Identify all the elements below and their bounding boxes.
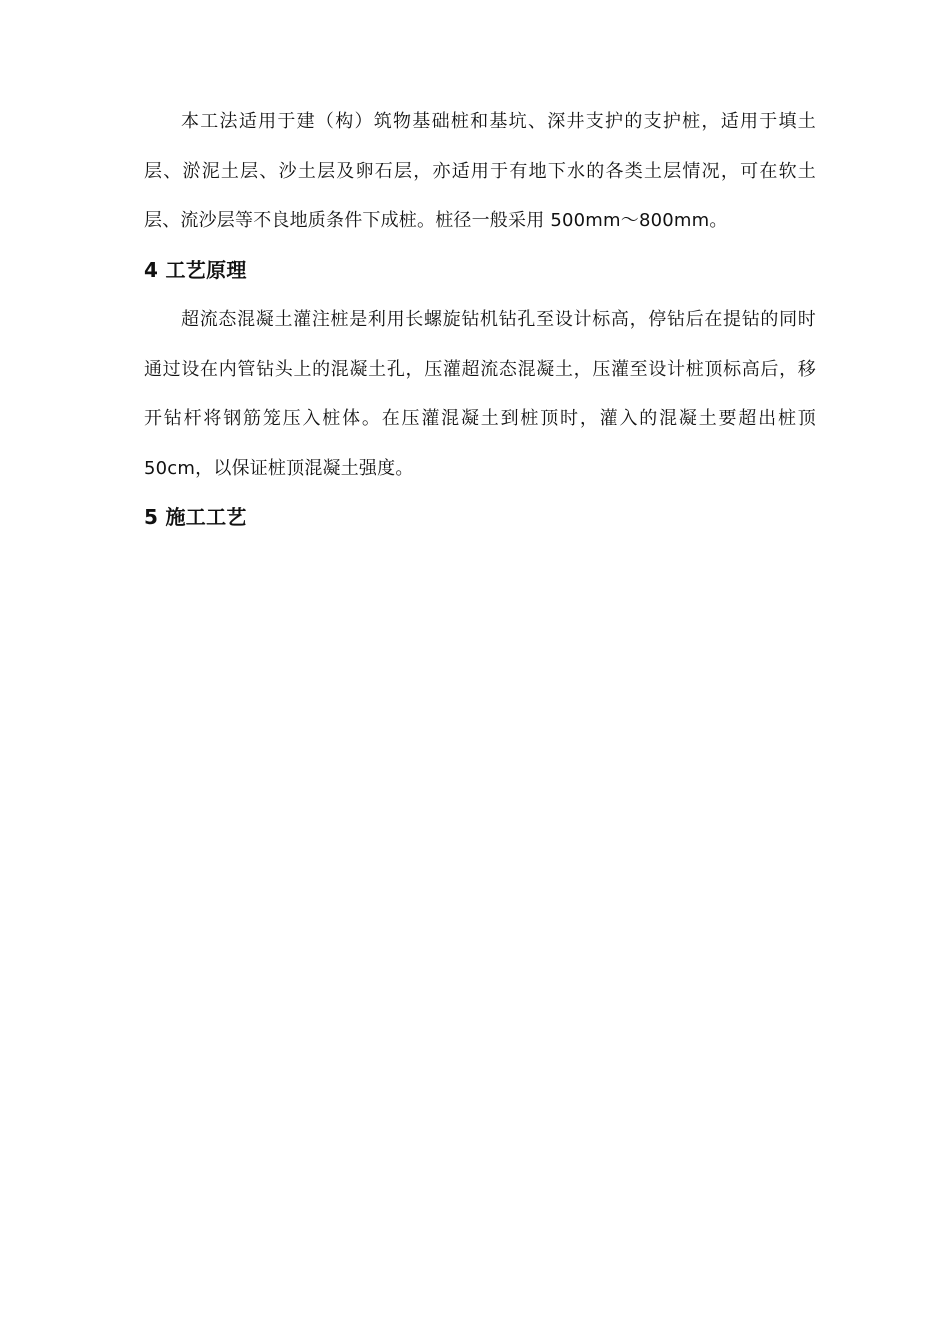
applicability-paragraph: 本工法适用于建（构）筑物基础桩和基坑、深井支护的支护桩，适用于填土层、淤泥土层、沙土层及卵石层，亦适用于有地下水的各类土层情况，可在软土层、流沙层等不良地质条件下成桩。桩径一般采用 500mm～800mm。 — [144, 111, 816, 231]
document-body — [144, 97, 816, 543]
section-heading-construction-process: 5 施工工艺 — [144, 505, 247, 529]
process-principle-paragraph: 超流态混凝土灌注桩是利用长螺旋钻机钻孔至设计标高，停钻后在提钻的同时通过设在内管钻头上的混凝土孔，压灌超流态混凝土，压灌至设计桩顶标高后，移开钻杆将钢筋笼压入桩体。在压灌混凝土到桩顶时，灌入的混凝土要超出桩顶 50cm，以保证桩顶混凝土强度。 — [144, 309, 816, 479]
section-heading-process-principle: 4 工艺原理 — [144, 257, 247, 282]
